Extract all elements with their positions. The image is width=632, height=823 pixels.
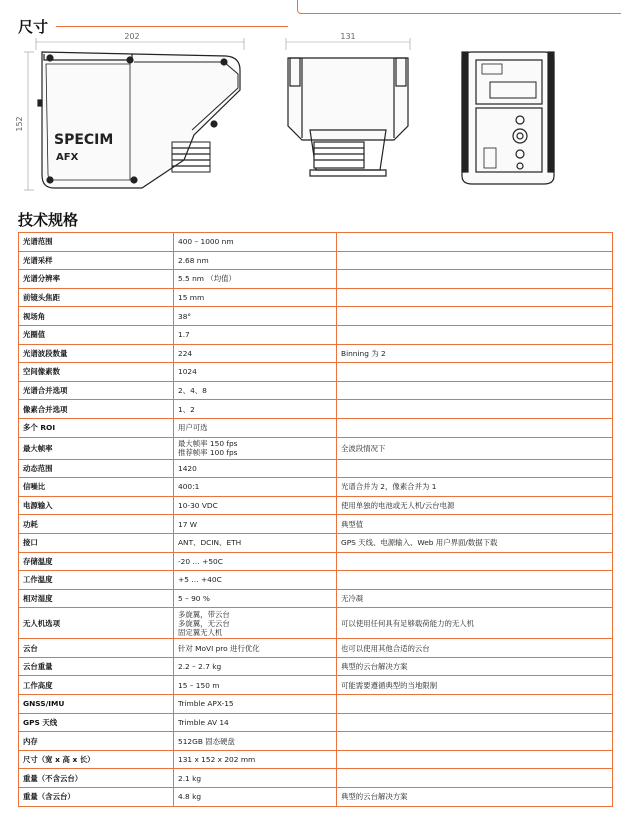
spec-value	[174, 589, 337, 608]
spec-note: 也可以使用其他合适的云台	[337, 639, 613, 658]
spec-label: 像素合并选项	[19, 400, 174, 419]
spec-value	[174, 381, 337, 400]
table-row	[19, 750, 613, 769]
spec-value-line: Trimble APX-15	[178, 699, 234, 709]
spec-label: 相对湿度	[19, 589, 174, 608]
spec-label: 无人机选项	[19, 608, 174, 639]
spec-value-line: 131 x 152 x 202 mm	[178, 755, 256, 765]
spec-value	[174, 437, 337, 459]
spec-label: 信噪比	[19, 478, 174, 497]
spec-label: 光谱合并选项	[19, 381, 174, 400]
spec-label: 光谱采样	[19, 251, 174, 270]
spec-value-line: Trimble AV 14	[178, 717, 229, 727]
spec-value	[174, 552, 337, 571]
spec-value	[174, 750, 337, 769]
spec-label: 云台	[19, 639, 174, 658]
table-row	[19, 552, 613, 571]
spec-note	[337, 270, 613, 289]
spec-note	[337, 288, 613, 307]
spec-label: 重量（不含云台）	[19, 769, 174, 788]
height-dimension-label: 152	[15, 116, 24, 132]
table-row	[19, 437, 613, 459]
spec-note	[337, 233, 613, 252]
spec-note: 典型的云台解决方案	[337, 788, 613, 807]
specifications-heading: 技术规格	[18, 211, 79, 229]
spec-note: 可以使用任何具有足够载荷能力的无人机	[337, 608, 613, 639]
spec-note	[337, 307, 613, 326]
spec-note	[337, 695, 613, 714]
spec-note: 典型的云台解决方案	[337, 657, 613, 676]
spec-note	[337, 769, 613, 788]
spec-value	[174, 676, 337, 695]
table-row	[19, 496, 613, 515]
brand-text: SPECIM	[54, 132, 114, 148]
table-row	[19, 657, 613, 676]
spec-note	[337, 732, 613, 751]
table-row	[19, 307, 613, 326]
spec-label: 最大帧率	[19, 437, 174, 459]
spec-value	[174, 571, 337, 590]
spec-label: 云台重量	[19, 657, 174, 676]
spec-note	[337, 713, 613, 732]
table-row	[19, 288, 613, 307]
spec-label: 存储温度	[19, 552, 174, 571]
spec-value-line: 1、2	[178, 404, 195, 414]
table-row	[19, 478, 613, 497]
spec-note: GPS 天线、电源输入、Web 用户界面/数据下载	[337, 533, 613, 552]
table-row	[19, 363, 613, 382]
table-row	[19, 515, 613, 534]
table-row	[19, 639, 613, 658]
table-row	[19, 695, 613, 714]
table-row	[19, 589, 613, 608]
spec-value	[174, 732, 337, 751]
spec-label: GPS 天线	[19, 713, 174, 732]
spec-note	[337, 571, 613, 590]
table-row	[19, 608, 613, 639]
dimension-drawings	[14, 30, 614, 200]
depth-dimension-label: 131	[340, 32, 356, 41]
spec-value	[174, 639, 337, 658]
spec-value	[174, 418, 337, 437]
spec-note: 光谱合并为 2，像素合并为 1	[337, 478, 613, 497]
spec-value-line: -20 … +50C	[178, 556, 223, 566]
spec-value-line: 400:1	[178, 482, 200, 492]
spec-value-line: 1420	[178, 463, 197, 473]
table-row	[19, 459, 613, 478]
spec-label: GNSS/IMU	[19, 695, 174, 714]
spec-value	[174, 325, 337, 344]
spec-value-line: 17 W	[178, 519, 198, 529]
spec-note: 无冷凝	[337, 589, 613, 608]
spec-note	[337, 325, 613, 344]
specifications-table	[18, 232, 613, 807]
spec-label: 工作温度	[19, 571, 174, 590]
spec-value-line: 15 – 150 m	[178, 680, 220, 690]
model-text: AFX	[56, 152, 79, 163]
table-row	[19, 533, 613, 552]
table-row	[19, 769, 613, 788]
spec-value-line: 用户可选	[178, 423, 208, 433]
spec-label: 功耗	[19, 515, 174, 534]
table-row	[19, 400, 613, 419]
spec-value-line: 2.68 nm	[178, 255, 209, 265]
spec-value	[174, 400, 337, 419]
table-row	[19, 270, 613, 289]
dimensions-heading-rule	[56, 26, 288, 27]
spec-value	[174, 251, 337, 270]
spec-value	[174, 233, 337, 252]
table-row	[19, 344, 613, 363]
spec-value-line: 多旋翼，带云台	[178, 609, 230, 619]
spec-value	[174, 288, 337, 307]
back-view-drawing	[462, 52, 554, 184]
spec-value	[174, 459, 337, 478]
spec-note: 使用单独的电池或无人机/云台电源	[337, 496, 613, 515]
table-row	[19, 325, 613, 344]
spec-value	[174, 713, 337, 732]
spec-value-line: 1024	[178, 367, 197, 377]
spec-value-line: 最大帧率 150 fps	[178, 439, 238, 449]
spec-value-line: 2.2 – 2.7 kg	[178, 662, 222, 672]
spec-value-line: 固定翼无人机	[178, 627, 223, 637]
spec-note	[337, 459, 613, 478]
spec-value	[174, 270, 337, 289]
table-row	[19, 381, 613, 400]
spec-value	[174, 478, 337, 497]
spec-label: 内存	[19, 732, 174, 751]
table-row	[19, 676, 613, 695]
spec-value	[174, 788, 337, 807]
spec-note	[337, 552, 613, 571]
spec-value-line: 多旋翼，无云台	[178, 618, 230, 628]
spec-label: 光谱波段数量	[19, 344, 174, 363]
spec-value	[174, 769, 337, 788]
spec-value	[174, 307, 337, 326]
spec-value-line: 推荐帧率 100 fps	[178, 448, 238, 458]
spec-label: 电源输入	[19, 496, 174, 515]
spec-value	[174, 344, 337, 363]
spec-label: 前镜头焦距	[19, 288, 174, 307]
table-row	[19, 713, 613, 732]
spec-note: 可能需要遵循典型的当地限制	[337, 676, 613, 695]
spec-label: 尺寸（宽 x 高 x 长）	[19, 750, 174, 769]
spec-note: 典型值	[337, 515, 613, 534]
spec-value-line: 1.7	[178, 330, 190, 340]
table-row	[19, 418, 613, 437]
spec-label: 光谱分辨率	[19, 270, 174, 289]
spec-note	[337, 418, 613, 437]
spec-value	[174, 657, 337, 676]
spec-value-line: 224	[178, 348, 193, 358]
dimensions-heading: 尺寸	[18, 18, 49, 36]
spec-label: 光圈值	[19, 325, 174, 344]
spec-label: 光谱范围	[19, 233, 174, 252]
spec-value-line: 512GB 固态硬盘	[178, 736, 235, 746]
spec-label: 工作高度	[19, 676, 174, 695]
spec-note: Binning 为 2	[337, 344, 613, 363]
spec-value-line: 10-30 VDC	[178, 501, 218, 511]
spec-note	[337, 400, 613, 419]
spec-note	[337, 381, 613, 400]
table-row	[19, 233, 613, 252]
spec-value	[174, 533, 337, 552]
spec-label: 空间像素数	[19, 363, 174, 382]
spec-label: 动态范围	[19, 459, 174, 478]
spec-note	[337, 251, 613, 270]
spec-value-line: ANT、DCIN、ETH	[178, 538, 242, 548]
width-dimension-label: 202	[124, 32, 140, 41]
spec-note: 全波段情况下	[337, 437, 613, 459]
spec-value-line: +5 … +40C	[178, 575, 222, 585]
spec-value-line: 2.1 kg	[178, 773, 202, 783]
spec-value	[174, 363, 337, 382]
side-view-drawing	[24, 38, 244, 190]
table-row	[19, 251, 613, 270]
spec-value-line: 针对 MoVI pro 进行优化	[178, 643, 260, 653]
spec-value	[174, 695, 337, 714]
spec-value	[174, 515, 337, 534]
spec-value-line: 15 mm	[178, 293, 205, 303]
header-accent-line	[297, 0, 621, 14]
spec-value-line: 4.8 kg	[178, 792, 202, 802]
spec-value-line: 2、4、8	[178, 386, 207, 396]
table-row	[19, 788, 613, 807]
spec-note	[337, 750, 613, 769]
spec-value-line: 38°	[178, 311, 192, 321]
spec-label: 重量（含云台）	[19, 788, 174, 807]
spec-value	[174, 496, 337, 515]
spec-label: 多个 ROI	[19, 418, 174, 437]
front-view-drawing	[286, 38, 410, 176]
spec-value	[174, 608, 337, 639]
spec-value-line: 5 – 90 %	[178, 593, 210, 603]
spec-label: 视场角	[19, 307, 174, 326]
table-row	[19, 732, 613, 751]
spec-note	[337, 363, 613, 382]
table-row	[19, 571, 613, 590]
spec-value-line: 5.5 nm （均值）	[178, 274, 236, 284]
spec-label: 接口	[19, 533, 174, 552]
spec-value-line: 400 – 1000 nm	[178, 237, 234, 247]
